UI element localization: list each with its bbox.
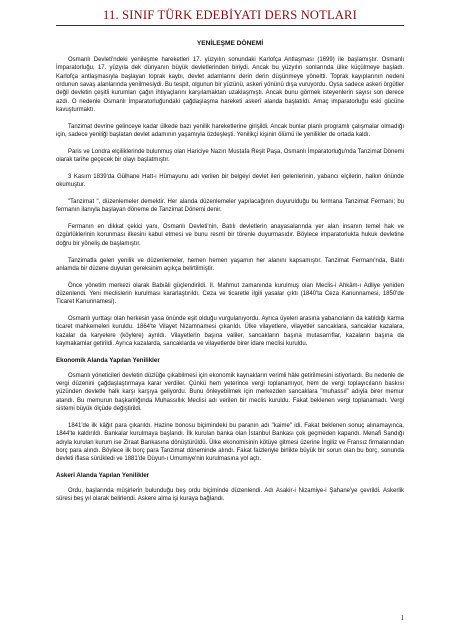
paragraph: Ordu, başlarında müşirlerin bulunduğu beş ordu biçiminde düzenlendi. Adı Asakir-i Nizamiye-i Şahane'ye çevrildi. Askerlik süresi beş yıl olarak belirlendi. Askere alma işi kuraya bağlandı.: [56, 488, 404, 503]
subsection-heading: Ekonomik Alanda Yapılan Yenilikler: [56, 356, 160, 364]
paragraph: Tanzimat devrine gelinceye kadar ülkede bazı yenilik hareketlerine girişildi. Ancak bunlar planlı programlı çalışmalar olmadığı için, sadece yeniliği başlatan devlet adamının yaşamıyla özdeşleşti. Yenilikçi kişinin ölümü ile yenilikler de ortada kaldı.: [56, 123, 404, 139]
paragraph: 1841'de ilk kâğıt para çıkarıldı. Hazine bonosu biçimindeki bu paranın adı "kaime" idi. Fakat beklenen sonuç alınamayınca, 1844'te kaldırıldı. Bankalar kurulmaya başlandı. İlk kurulan banka olan İstanbul Bankası çok geçmeden kapandı. Menafi Sandığı adıyla kurulan kurum ise Ziraat Bankasına dönüştürüldü. Ülke ekonomisinin kötüye gitmesi üzerine İngiliz ve Fransız firmalarından borç para alındı. Böylece ilk borç para Tanzimat döneminde alındı. Fakat faizleriyle birlikte büyük bir sorun olan bu borç, sonunda devleti iflasa sürükledi ve 1881'de Düyun-ı Umumiye'nin kurulmasına yol açtı.: [56, 422, 404, 463]
page-number: 1: [400, 614, 404, 622]
paragraph: "Tanzimat ", düzenlemeler demektir. Her alanda düzenlemeler yapılacağının duyurulduğu bu fermana Tanzimat Fermanı; bu fermanın ilanıyla başlayan döneme de Tanzimat Dönemi denir.: [56, 199, 404, 214]
document-body: [56, 40, 404, 512]
page-header-title: 11. SINIF TÜRK EDEBİYATI DERS NOTLARI: [56, 8, 404, 26]
paragraph: Önce yönetim merkezi olarak Babıâli güçlendirildi. II. Mahmut zamanında kurulmuş olan Meclis-i Ahkâm-ı Adliye yeniden düzenlendi. Yeni meclislerin kurulması kararlaştırıldı. Ceza ve ticaretle ilgili yasalar çıktı (1840'ta Ceza Kanunnamesi, 1850'de Ticaret Kanunnamesi).: [56, 282, 404, 306]
subsection-heading: Askerî Alanda Yapılan Yenilikler: [56, 472, 150, 480]
paragraph: Osmanlı yöneticileri devletin düzlüğe çıkabilmesi için ekonomik kaynakların verimli hâle getirilmesini istiyorlardı. Bu nedenle de vergi düzenini çağdaşlaştırmaya karar verdiler. Çünkü hem yeterince vergi toplanamıyor, hem de vergi toplayıcıların baskısı yüzünden devletle halk karşı karşıya geliyordu. Bunu önleyebilmek için merkezden sancaklara "muhassıl" adıyla birer memur atandı. Bu memurun başkanlığında Muhassıllık Meclisi adı verilen bir meclis kuruldu. Fakat beklenen vergi toplanamadı. Vergi sistemi büyük ölçüde değiştirildi.: [56, 372, 404, 413]
paragraph: Tanzimatla gelen yenilik ve düzenlemeler, hemen hemen yaşamın her alanını kapsamıştır. Tanzimat Fermanı'nda, Batılı anlamda bir düzene duyulan gereksinim açıkça belirtilmiştir.: [56, 257, 404, 272]
paragraph: Osmanlı yurttaşı olan herkesin yasa önünde eşit olduğu vurgulanıyordu. Ayrıca üyeleri arasına yabancıların da katıldığı karma ticaret mahkemeleri kuruldu. 1864'te Vilayet Nizamnamesi çıkarıldı. Ülke vilayetlere, vilayetler sancaklara, sancaklar kazalara, kazalar da karyelere (köylere) ayrıldı. Vilayetlerin başına valiler, sancakların başına mutasarrıflar, kazaların başına da kaymakamlar getirildi. Ayrıca kazalarda, sancaklarda ve vilayetlerde birer idare meclisi kuruldu.: [56, 316, 404, 348]
section-title: YENİLEŞME DÖNEMİ: [196, 40, 264, 47]
paragraph: Paris ve Londra elçiliklerinde bulunmuş olan Hariciye Nazırı Mustafa Reşit Paşa, Osmanlı İmparatorluğu'nda Tanzimat Dönemi olarak tarihe geçecek bir olayı başlatmıştır.: [56, 148, 404, 164]
paragraph: Fermanın en dikkat çekici yanı, Osmanlı Devleti'nin, Batılı devletlerin anayasalarında yer alan insanın temel hak ve özgürlüklerinin korunması ilkesini kabul etmesi ve bunu resmî bir törenle duyurmasıdır. Böylece imparatorlukta hukuk devletine doğru bir yöneliş de başlamıştır.: [56, 224, 404, 247]
paragraph: 3 Kasım 1839'da Gülhane Hatt-ı Hümayunu adı verilen bir belgeyi devlet ileri gelenlerinin, yabancı elçilerin, halkın önünde okumuştur.: [56, 173, 404, 189]
paragraph: Osmanlı Devleti'ndeki yenileşme hareketleri 17. yüzyılın sonundaki Karlofça Antlaşması (1699) ile başlamıştır. Osmanlı İmparatorluğu, 17. yüzyıla dek dünyanın büyük devletlerinden biriydi. Ancak bu yüzyılın sonlarında ülke küçülmeye başladı. Karlofça antlaşmasıyla başlayan toprak kaybı, devlet adamlarını derin derin düşünmeye yöneltti. Toprak kayıplarının nedeni ordunun savaş alanlarında yenilmesiydi. Bu tespit, olgunun bir yüzünü, askeri yönünü dışa vuruyordu. Oysa sadece askeri örgütler değil devletin çeşitli kurumları çağın ihtiyaçlarını karşılamaktan uzaklaşmıştı. Ancak bunu görmek isteyenlerin sayısı son derece azdı. O nedenle Osmanlı İmparatorluğundaki çağdaşlaşma hareketi askerî alanda başlatıldı. Amaç imparatorluğu eski gücüne kavuşturmaktı.: [56, 57, 404, 114]
